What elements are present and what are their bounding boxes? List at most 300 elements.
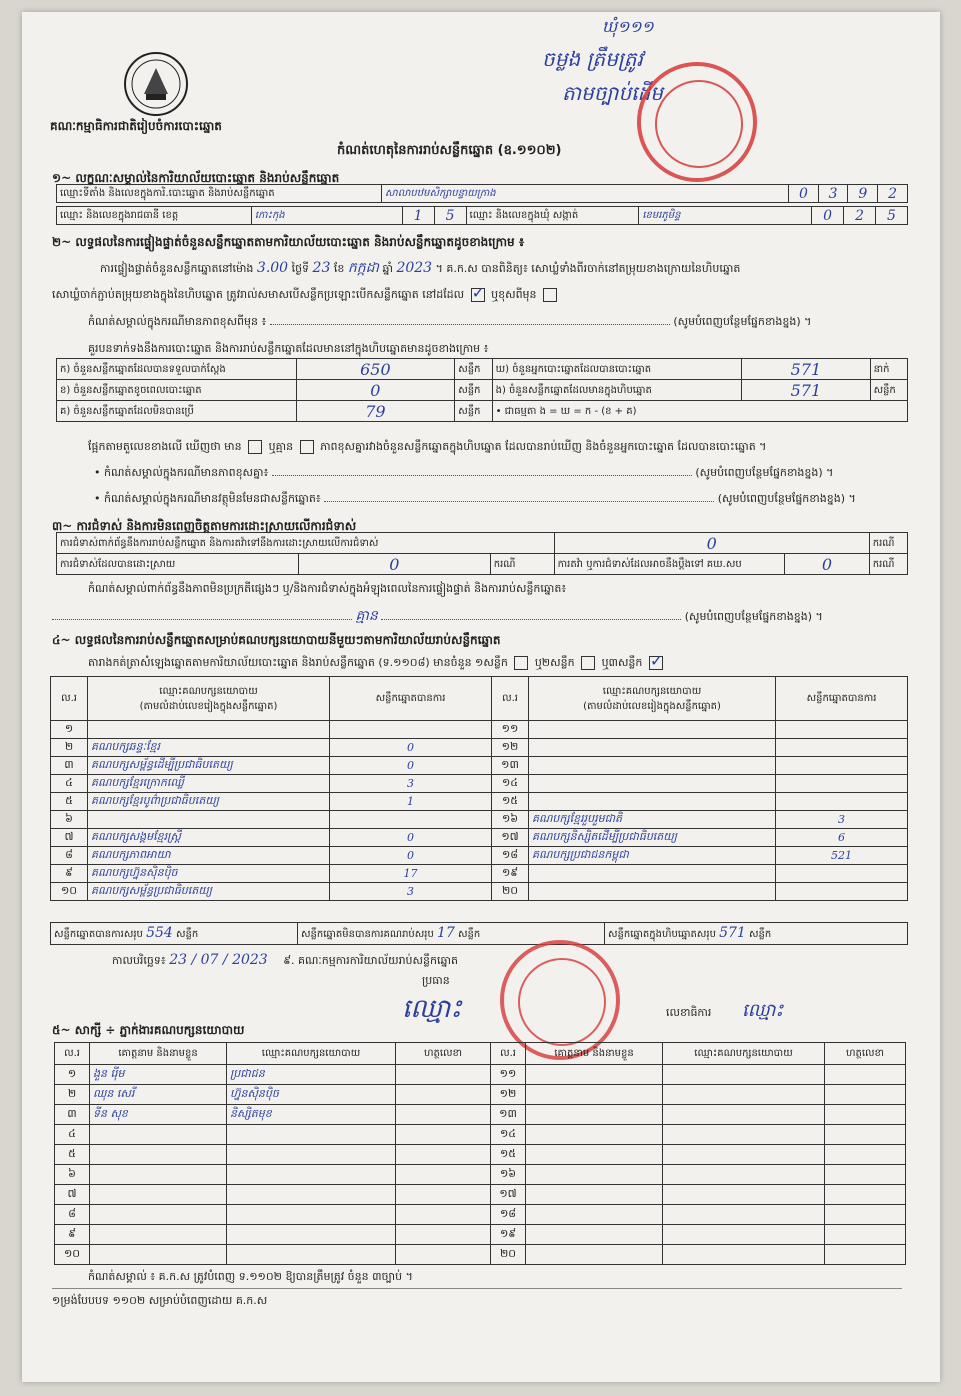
col-party: [88, 677, 330, 721]
witness-party: ប្រជាជន: [227, 1065, 396, 1085]
section3-note-suffix: (សូមបំពេញបន្ថែមផ្នែកខាងខ្នង) ។: [684, 610, 823, 623]
party-name: គណបក្សខ្មែររួបរួមជាតិ: [529, 811, 776, 829]
location-digit: 0: [789, 185, 819, 203]
row-no: ៥: [55, 1145, 90, 1165]
col-party: ឈ្មោះគណបក្សនយោបាយ: [227, 1043, 396, 1065]
col-party-label: ឈ្មោះគណបក្សនយោបាយ: [159, 685, 258, 697]
formula: • ជាធម្មតា ង = ឃ = ក - (ខ + គ): [492, 401, 907, 422]
witness-signature: [396, 1245, 491, 1265]
results-totals: [50, 922, 908, 945]
sheet-3-label: ឬ៣សន្លឹក: [601, 656, 643, 669]
party-name: គណបក្សហ្វ៊ុនស៊ិនប៉ិច: [88, 865, 330, 883]
witness-name: ងួន រ៉ើម: [90, 1065, 227, 1085]
total-invalid-value: 17: [437, 925, 455, 941]
party-name: [529, 739, 776, 757]
objection-value: 0: [554, 533, 869, 554]
row-no: ១៩: [492, 865, 529, 883]
row-no: ១៥: [492, 793, 529, 811]
appeal-value: 0: [785, 554, 870, 575]
in-box-value: 571: [742, 380, 870, 401]
sheet-2-label: ឬ២សន្លឹក: [534, 656, 575, 669]
witness-signature: [825, 1165, 906, 1185]
witness-name: [90, 1185, 227, 1205]
footnote: កំណត់សម្គាល់ ៖ គ.ក.ស ត្រូវបំពេញ ទ.១១០២ ឱ្យបានត្រឹមត្រូវ ចំនួន ៣ច្បាប់ ។: [88, 1270, 413, 1283]
sheet-1-checkbox[interactable]: [514, 656, 528, 670]
col-no: ល.រ: [491, 1043, 526, 1065]
witness-name: [526, 1145, 663, 1165]
party-name: គណបក្សប្រជាជនកម្ពុជា: [529, 847, 776, 865]
table-row: [51, 739, 908, 757]
in-box-label: ង) ចំនួនសន្លឹកឆ្នោតដែលមានក្នុងហិបឆ្នោត: [492, 380, 742, 401]
unit: សន្លឹក: [749, 929, 772, 940]
section1-table-row2: [56, 206, 908, 225]
row-no: ៣: [55, 1105, 90, 1125]
table-row: [51, 865, 908, 883]
total-valid-label: សន្លឹកឆ្នោតបានការសរុប: [54, 929, 143, 940]
section3-note-line: [52, 606, 912, 627]
sheet-count-label: តារាងកត់ត្រាសំឡេងឆ្នោតតាមការិយាល័យបោះឆ្នោត និងរាប់សន្លឹកឆ្នោត (ទ.១១០៨) មានចំនួន ១សន្លឹក: [88, 656, 508, 669]
row-no: ២០: [492, 883, 529, 901]
discrepancy-text: ភាពខុសគ្នារវាងចំនួនសន្លឹកឆ្នោតក្នុងហិបឆ្នោត ដែលបានរាប់ឃើញ និងចំនួនអ្នកបោះឆ្នោត ដែលបានបោះឆ្នោត ។: [320, 440, 767, 453]
witness-party: [227, 1125, 396, 1145]
witness-signature: [825, 1085, 906, 1105]
table-row: [51, 721, 908, 739]
witness-signature: [825, 1245, 906, 1265]
table-row: [51, 793, 908, 811]
province-digit: 1: [402, 207, 434, 225]
unit: សន្លឹក: [175, 929, 199, 940]
results-table: [50, 676, 908, 901]
section5-title: ៥~ សាក្សី ÷ ភ្នាក់ងារគណបក្សនយោបាយ: [52, 1023, 245, 1037]
section4-title: ៤~ លទ្ធផលនៃការរាប់សន្លឹកឆ្នោតសម្រាប់គណបក្សនយោបាយនីមួយៗតាមការិយាល័យរាប់សន្លឹកឆ្នោត: [52, 633, 501, 647]
col-votes: សន្លឹកឆ្នោតបានការ: [776, 677, 908, 721]
witness-signature: [825, 1185, 906, 1205]
corner-handwriting-2: ចម្លង ត្រឹមត្រូវ: [542, 47, 643, 71]
total-valid: [51, 923, 298, 945]
org-name: គណៈកម្មាធិការជាតិរៀបចំការបោះឆ្នោត: [50, 119, 222, 133]
time-value: 3.00: [256, 260, 289, 276]
table-row: [51, 883, 908, 901]
unit-ballot: សន្លឹក: [455, 401, 492, 422]
witness-name: ទីន សុខ: [90, 1105, 227, 1125]
row-no: ១៣: [491, 1105, 526, 1125]
party-votes: [330, 811, 492, 829]
section2-line1: [100, 258, 740, 279]
committee-label: ៩. គណៈកម្មការការិយាល័យរាប់សន្លឹកឆ្នោត: [283, 954, 458, 967]
party-name: [529, 883, 776, 901]
table-row: [55, 1145, 906, 1165]
unused-label: គ) ចំនួនសន្លឹកឆ្នោតដែលមិនបានប្រើ: [57, 401, 297, 422]
party-votes: 0: [330, 847, 492, 865]
resolved-label: ការជំទាស់ដែលបានដោះស្រាយ: [57, 554, 299, 575]
note1-suffix: (សូមបំពេញបន្ថែមផ្នែកខាងខ្នង) ។: [695, 466, 834, 479]
ballot-count-table: [56, 358, 908, 422]
party-name: គណបក្សខ្មែរបូព៌ាប្រជាធិបតេយ្យ: [88, 793, 330, 811]
witness-name: [526, 1105, 663, 1125]
row-no: ១៨: [491, 1205, 526, 1225]
witness-party: [663, 1185, 825, 1205]
section2-check-line: [88, 440, 766, 456]
year-value: 2023: [396, 260, 433, 276]
witness-party: [663, 1085, 825, 1105]
witness-signature: [396, 1165, 491, 1185]
party-name: [529, 775, 776, 793]
section2-line2: [52, 288, 560, 304]
party-votes: [776, 883, 908, 901]
appeal-label: ការតវ៉ា ឬការជំទាស់ដែលអាចនឹងប្តឹងទៅ គឃ.សប: [554, 554, 785, 575]
witness-signature: [825, 1205, 906, 1225]
row-no: ២: [51, 739, 88, 757]
section3-note: កំណត់សម្គាល់ពាក់ព័ន្ធនឹងភាពមិនប្រក្រតីផ្សេងៗ ឬ/និងការជំទាស់ក្នុងអំឡុងពេលនៃការផ្ទៀងផ្ទាត់ និងការរាប់សន្លឹកឆ្នោត៖: [88, 582, 567, 595]
note1-label: • កំណត់សម្គាល់ក្នុងករណីមានភាពខុសគ្នា៖: [94, 466, 269, 479]
row-no: ២០: [491, 1245, 526, 1265]
row-no: ៧: [51, 829, 88, 847]
table-row: [51, 847, 908, 865]
witness-signature: [396, 1225, 491, 1245]
witness-signature: [825, 1065, 906, 1085]
case-unit: ករណី: [490, 554, 554, 575]
witness-signature: [396, 1065, 491, 1085]
witness-signature: [825, 1225, 906, 1245]
row-no: ៨: [55, 1205, 90, 1225]
party-votes: [776, 793, 908, 811]
col-name: គោត្តនាម និងនាមខ្លួន: [90, 1043, 227, 1065]
location-digit: 3: [818, 185, 848, 203]
witness-name: [526, 1085, 663, 1105]
col-votes: សន្លឹកឆ្នោតបានការ: [330, 677, 492, 721]
month-value: កក្កដា: [347, 260, 379, 276]
date-line: [112, 952, 458, 970]
objection-label: ការជំទាស់ពាក់ព័ន្ធនឹងការរាប់សន្លឹកឆ្នោត និងការតវ៉ាទៅនឹងការដោះស្រាយលើការជំទាស់: [57, 533, 555, 554]
nec-emblem-icon: [122, 50, 190, 118]
witness-party: [663, 1165, 825, 1185]
col-sign: ហត្ថលេខា: [825, 1043, 906, 1065]
note2-label: • កំណត់សម្គាល់ក្នុងករណីមានវត្ថុមិនមែនជាសន្លឹកឆ្នោត៖: [94, 492, 321, 505]
witness-name: [90, 1205, 227, 1225]
total-valid-value: 554: [146, 925, 173, 941]
time-label: ការផ្ទៀងផ្ទាត់ចំនួនសន្លឹកឆ្នោតនៅម៉ោង: [100, 262, 254, 275]
witness-name: [526, 1225, 663, 1245]
row-no: ១: [55, 1065, 90, 1085]
year-label: ឆ្នាំ: [382, 262, 393, 275]
unit-person: នាក់: [870, 359, 907, 380]
objection-table: [56, 532, 908, 575]
party-name: គណបក្សនិស្សិតដើម្បីប្រជាធិបតេយ្យ: [529, 829, 776, 847]
witness-party: [663, 1245, 825, 1265]
commune-label: ឈ្មោះ និងលេខក្នុងឃុំ សង្កាត់: [466, 207, 639, 225]
party-votes: 3: [330, 775, 492, 793]
location-value: សាលាបឋមសិក្សាបន្ទាយក្រាង: [382, 185, 789, 203]
witness-signature: [396, 1125, 491, 1145]
table-row: [55, 1085, 906, 1105]
witness-party: [227, 1185, 396, 1205]
section2-note2: [94, 492, 914, 508]
witness-name: [90, 1245, 227, 1265]
table-row: [51, 775, 908, 793]
table-row: [55, 1245, 906, 1265]
commune-value: ខេមរភូមិន្ទ: [639, 207, 812, 225]
row-no: ១០: [51, 883, 88, 901]
row-no: ១៦: [491, 1165, 526, 1185]
province-digit: 5: [434, 207, 466, 225]
form-paper: [22, 12, 940, 1382]
date-label: កាលបរិច្ឆេទ៖: [112, 954, 166, 967]
province-label: ឈ្មោះ និងលេខក្នុងរាជធានី ខេត្ត: [57, 207, 252, 225]
row-no: ៨: [51, 847, 88, 865]
witness-name: [90, 1165, 227, 1185]
witness-party: និស្សិតមុខ: [227, 1105, 396, 1125]
section2-note1: [94, 466, 914, 482]
sheet-2-checkbox[interactable]: [581, 656, 595, 670]
discrepancy-no-label: ឬគ្មាន: [268, 440, 294, 453]
row-no: ១១: [492, 721, 529, 739]
date-value: 23 / 07 / 2023: [169, 952, 268, 968]
table-row: [55, 1205, 906, 1225]
row-no: ២: [55, 1085, 90, 1105]
witness-party: [227, 1225, 396, 1245]
row-no: ១៧: [491, 1185, 526, 1205]
witness-party: [663, 1225, 825, 1245]
spoiled-value: 0: [296, 380, 455, 401]
spoiled-label: ខ) ចំនួនសន្លឹកឆ្នោតខូចពេលបោះឆ្នោត: [57, 380, 297, 401]
col-no: ល.រ: [55, 1043, 90, 1065]
difference-note-label: កំណត់សម្គាល់ក្នុងករណីមានភាពខុសពីមុន ៖: [88, 315, 267, 328]
table-row: [51, 757, 908, 775]
row-no: ១៧: [492, 829, 529, 847]
party-votes: 521: [776, 847, 908, 865]
witness-name: [526, 1245, 663, 1265]
commune-digit: 0: [812, 207, 844, 225]
party-votes: [330, 721, 492, 739]
seal-changed-label: ឬខុសពីមុន: [491, 288, 537, 301]
party-name: [529, 793, 776, 811]
party-votes: 1: [330, 793, 492, 811]
section1-title: ១~ លក្ខណៈសម្គាល់នៃការិយាល័យបោះឆ្នោត និងរាប់សន្លឹកឆ្នោត: [52, 171, 340, 185]
witness-signature: [825, 1145, 906, 1165]
party-name: [88, 721, 330, 739]
sheet-3-checkbox[interactable]: [649, 656, 663, 670]
section4-intro: [88, 656, 666, 672]
witness-signature: [396, 1205, 491, 1225]
secretary-label: លេខាធិការ: [666, 1006, 712, 1019]
col-party: [529, 677, 776, 721]
witness-party: [227, 1165, 396, 1185]
total-box: [605, 923, 908, 945]
footer: ១ម្រង់បែបបទ ១១០២ សម្រាប់បំពេញដោយ គ.ក.ស: [52, 1294, 268, 1307]
col-party: ឈ្មោះគណបក្សនយោបាយ: [663, 1043, 825, 1065]
party-votes: [776, 721, 908, 739]
party-name: គណបក្សភាពអាយា: [88, 847, 330, 865]
row-no: ១០: [55, 1245, 90, 1265]
party-votes: [776, 739, 908, 757]
witness-signature: [396, 1185, 491, 1205]
form-title: កំណត់ហេតុនៃការរាប់សន្លឹកឆ្នោត (ឧ.១១០២): [337, 143, 562, 158]
witness-party: [227, 1245, 396, 1265]
corner-handwriting-3: តាមច្បាប់ដើម: [562, 81, 663, 105]
discrepancy-no-checkbox[interactable]: [300, 440, 314, 454]
witness-signature: [825, 1105, 906, 1125]
witness-signature: [396, 1105, 491, 1125]
row-no: ៥: [51, 793, 88, 811]
party-name: [88, 811, 330, 829]
section3-note-value: គ្មាន: [355, 608, 378, 624]
witness-party: [227, 1145, 396, 1165]
witness-party: ហ្វ៊ុនស៊ិនប៉ិច: [227, 1085, 396, 1105]
col-party-label: ឈ្មោះគណបក្សនយោបាយ: [602, 685, 702, 697]
witness-party: [663, 1145, 825, 1165]
table-row: [55, 1185, 906, 1205]
witness-signature: [396, 1145, 491, 1165]
day-label: ថ្ងៃទី: [291, 262, 310, 275]
party-name: [529, 865, 776, 883]
witness-signature: [396, 1085, 491, 1105]
section3-title: ៣~ ការជំទាស់ និងការមិនពេញចិត្តតាមការដោះស្រាយលើការជំទាស់: [52, 519, 357, 533]
received-label: ក) ចំនួនសន្លឹកឆ្នោតដែលបានទទួលបាក់ស្តែង: [57, 359, 297, 380]
section2-line3: [88, 315, 908, 331]
row-no: ១៨: [492, 847, 529, 865]
party-name: គណបក្សសង្គមខ្មែរស្ត្រី: [88, 829, 330, 847]
section2-title: ២~ លទ្ធផលនៃការផ្ទៀងផ្ទាត់ចំនួនសន្លឹកឆ្នោតតាមការិយាល័យបោះឆ្នោត និងរាប់សន្លឹកឆ្នោតដូចខាងក្រោម ៖: [52, 235, 525, 249]
seal-intact-text: សោឃ្លំចាក់ភ្ជាប់តម្រុយខាងក្នុងនៃហិបឆ្នោត ត្រូវរាល់សមាសបើសន្លឹកប្រឡោះបើកសន្លឹកឆ្នោត នៅដដែល: [52, 288, 465, 301]
party-votes: 0: [330, 829, 492, 847]
row-no: ១៥: [491, 1145, 526, 1165]
row-no: ១២: [492, 739, 529, 757]
party-votes: [776, 865, 908, 883]
party-votes: 0: [330, 757, 492, 775]
note2-suffix: (សូមបំពេញបន្ថែមផ្នែកខាងខ្នង) ។: [717, 492, 856, 505]
witness-party: [663, 1105, 825, 1125]
row-no: ៤: [51, 775, 88, 793]
row-no: ៩: [55, 1225, 90, 1245]
section1-table: [56, 184, 908, 203]
party-name: គណបក្សខ្មែរក្រោកឈ្លើ: [88, 775, 330, 793]
col-no: ល.រ: [51, 677, 88, 721]
row-no: ១៤: [492, 775, 529, 793]
voters-value: 571: [742, 359, 870, 380]
party-votes: 0: [330, 739, 492, 757]
table-row: [51, 829, 908, 847]
table-row: [55, 1165, 906, 1185]
unit: សន្លឹក: [458, 929, 481, 940]
discrepancy-label: ផ្អែកតាមតួលេខខាងលើ ឃើញថា មាន: [88, 440, 242, 453]
row-no: ៣: [51, 757, 88, 775]
party-name: គណបក្សឆន្ទៈខ្មែរ: [88, 739, 330, 757]
voters-label: ឃ) ចំនួនអ្នកបោះឆ្នោតដែលបានបោះឆ្នោត: [492, 359, 742, 380]
col-no: ល.រ: [492, 677, 529, 721]
witness-party: [227, 1205, 396, 1225]
total-invalid-label: សន្លឹកឆ្នោតមិនបានការគណរាប់សរុប: [301, 929, 434, 940]
col-name: គោត្តនាម និងនាមខ្លួន: [526, 1043, 663, 1065]
location-label: ឈ្មោះទីតាំង និងលេខក្នុងការិ.បោះឆ្នោត និងរាប់សន្លឹកឆ្នោត: [57, 185, 382, 203]
divider: [52, 1288, 902, 1289]
difference-note-suffix: (សូមបំពេញបន្ថែមផ្នែកខាងខ្នង) ។: [673, 315, 812, 328]
table-row: [51, 811, 908, 829]
unit-ballot: សន្លឹក: [870, 380, 907, 401]
month-label: ខែ: [333, 262, 345, 275]
seal-changed-checkbox[interactable]: [543, 288, 557, 302]
commune-digit: 5: [876, 207, 908, 225]
commune-digit: 2: [844, 207, 876, 225]
discrepancy-yes-checkbox[interactable]: [248, 440, 262, 454]
party-name: គណបក្សសម្ព័ន្ធដើម្បីប្រជាធិបតេយ្យ: [88, 757, 330, 775]
row-no: ៩: [51, 865, 88, 883]
unit-ballot: សន្លឹក: [455, 359, 492, 380]
row-no: ១២: [491, 1085, 526, 1105]
witness-name: [526, 1065, 663, 1085]
col-party-sub: (តាមលំដាប់លេខរៀងក្នុងសន្លឹកឆ្នោត): [583, 700, 721, 712]
row-no: ១១: [491, 1065, 526, 1085]
total-box-value: 571: [719, 925, 746, 941]
chair-signature: ឈ្មោះ: [402, 994, 462, 1024]
witness-name: [526, 1185, 663, 1205]
unused-value: 79: [296, 401, 455, 422]
witness-party: [663, 1205, 825, 1225]
corner-handwriting-1: ឃុំ១១១: [602, 17, 654, 36]
day-value: 23: [312, 260, 331, 276]
row-no: ១៣: [492, 757, 529, 775]
witness-name: [90, 1145, 227, 1165]
party-name: [529, 721, 776, 739]
row-no: ៤: [55, 1125, 90, 1145]
col-sign: ហត្ថលេខា: [396, 1043, 491, 1065]
row-no: ៧: [55, 1185, 90, 1205]
party-votes: 6: [776, 829, 908, 847]
seal-same-checkbox[interactable]: [471, 288, 485, 302]
witness-party: [663, 1065, 825, 1085]
witness-table: [54, 1042, 906, 1265]
official-stamp-top: [637, 62, 757, 182]
table-row: [55, 1105, 906, 1125]
party-votes: 3: [330, 883, 492, 901]
witness-name: [90, 1225, 227, 1245]
witness-name: [526, 1165, 663, 1185]
witness-signature: [825, 1125, 906, 1145]
location-digit: 9: [848, 185, 878, 203]
case-unit: ករណី: [869, 554, 907, 575]
received-value: 650: [296, 359, 455, 380]
resolved-value: 0: [298, 554, 490, 575]
row-no: ១: [51, 721, 88, 739]
chair-label: ប្រធាន: [422, 974, 450, 987]
witness-party: [663, 1125, 825, 1145]
row-no: ១៦: [492, 811, 529, 829]
witness-name: [526, 1125, 663, 1145]
party-name: គណបក្សសម្ព័ន្ធប្រជាធិបតេយ្យ: [88, 883, 330, 901]
party-votes: [776, 775, 908, 793]
party-name: [529, 757, 776, 775]
seal-check-text: ។ គ.ក.ស បានពិនិត្យ៖ សោឃ្លំទាំងពីរចាក់នៅតម្រុយខាងក្រោយនៃហិបឆ្នោត: [435, 262, 741, 275]
table-row: [55, 1125, 906, 1145]
province-value: កោះកុង: [251, 207, 402, 225]
table-row: [55, 1065, 906, 1085]
witness-name: [90, 1125, 227, 1145]
party-votes: 3: [776, 811, 908, 829]
section2-line4: គួរបនទាក់ទងនឹងការបោះឆ្នោត និងការរាប់សន្លឹកឆ្នោតដែលមាននៅក្នុងហិបឆ្នោតមានដូចខាងក្រោម ៖: [88, 342, 489, 355]
row-no: ១៩: [491, 1225, 526, 1245]
col-party-sub: (តាមលំដាប់លេខរៀងក្នុងសន្លឹកឆ្នោត): [139, 700, 278, 712]
row-no: ១៤: [491, 1125, 526, 1145]
row-no: ៦: [51, 811, 88, 829]
witness-name: ឈុន សេរី: [90, 1085, 227, 1105]
party-votes: 17: [330, 865, 492, 883]
row-no: ៦: [55, 1165, 90, 1185]
party-votes: [776, 757, 908, 775]
total-box-label: សន្លឹកឆ្នោតក្នុងហិបឆ្នោតសរុប: [608, 929, 716, 940]
secretary-signature: ឈ្មោះ: [742, 1000, 784, 1021]
location-digit: 2: [878, 185, 908, 203]
table-row: [55, 1225, 906, 1245]
unit-ballot: សន្លឹក: [455, 380, 492, 401]
